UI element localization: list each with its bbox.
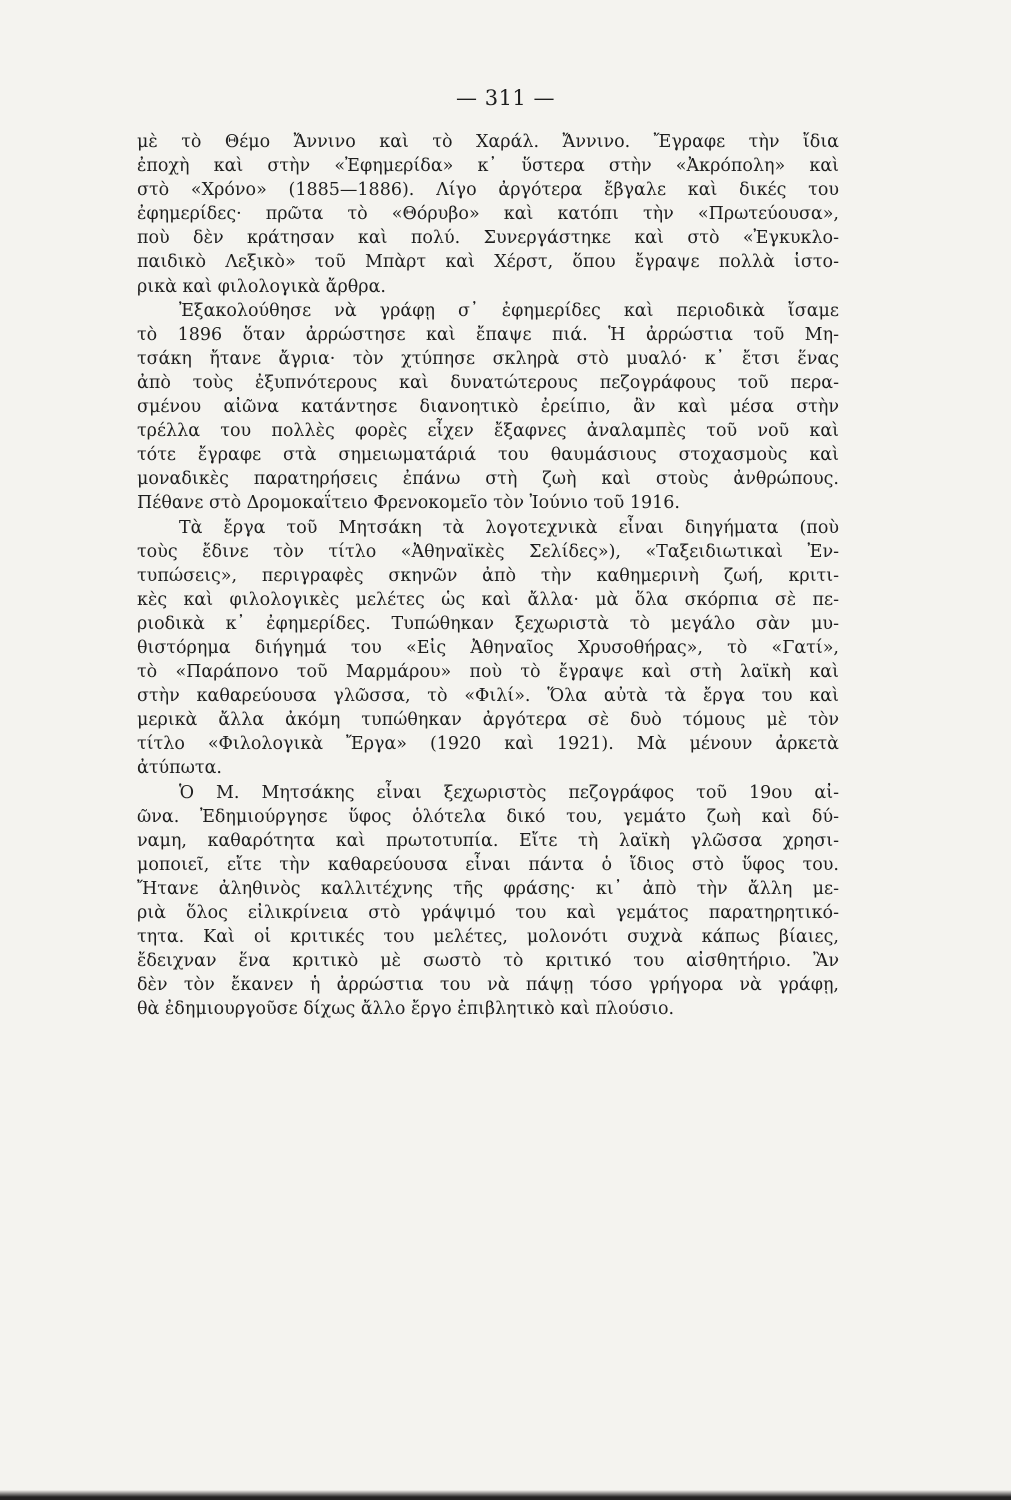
text-line: μοποιεῖ, εἴτε τὴν καθαρεύουσα εἶναι πάντα ὁ ἴδιος στὸ ὕφος του.	[137, 854, 839, 875]
text-line: ἔδειχναν ἕνα κριτικὸ μὲ σωστὸ τὸ κριτικό του αἰσθητήριο. Ἂν	[137, 951, 839, 972]
text-line: ρικὰ καὶ φιλολογικὰ ἄρθρα.	[137, 276, 386, 297]
text-line: ναμη, καθαρότητα καὶ πρωτοτυπία. Εἴτε τὴ λαϊκὴ γλῶσσα χρησι-	[137, 830, 839, 851]
text-line: τρέλλα του πολλὲς φορὲς εἶχεν ἔξαφνες ἀναλαμπὲς τοῦ νοῦ καὶ	[137, 421, 839, 442]
text-line: μοναδικὲς παρατηρήσεις ἐπάνω στὴ ζωὴ καὶ στοὺς ἀνθρώπους.	[137, 469, 839, 490]
text-line: θιστόρημα διήγημά του «Εἰς Ἀθηναῖος Χρυσοθήρας», τὸ «Γατί»,	[137, 637, 839, 658]
text-line: μερικὰ ἄλλα ἀκόμη τυπώθηκαν ἀργότερα σὲ δυὸ τόμους μὲ τὸν	[137, 710, 839, 731]
text-line: Πέθανε στὸ Δρομοκαΐτειο Φρενοκομεῖο τὸν Ἰούνιο τοῦ 1916.	[137, 493, 680, 514]
text-line: τοὺς ἔδινε τὸν τίτλο «Ἀθηναϊκὲς Σελίδες»), «Ταξειδιωτικαὶ Ἐν-	[137, 541, 839, 562]
text-line: ἐποχὴ καὶ στὴν «Ἐφημερίδα» κ᾽ ὕστερα στὴν «Ἀκρόπολη» καὶ	[137, 156, 839, 177]
text-line: ἐφημερίδες· πρῶτα τὸ «Θόρυβο» καὶ κατόπι τὴν «Πρωτεύουσα»,	[137, 204, 839, 225]
text-line: Ἤτανε ἀληθινὸς καλλιτέχνης τῆς φράσης· κι᾽ ἀπὸ τὴν ἄλλη με-	[137, 878, 839, 899]
text-line: κὲς καὶ φιλολογικὲς μελέτες ὡς καὶ ἄλλα· μὰ ὅλα σκόρπια σὲ πε-	[137, 589, 839, 610]
page-bottom-edge	[0, 1490, 1011, 1500]
text-line: ἀτύπωτα.	[137, 758, 222, 779]
text-line: παιδικὸ Λεξικὸ» τοῦ Μπὰρτ καὶ Χέρστ, ὅπου ἔγραψε πολλὰ ἱστο-	[137, 252, 839, 273]
text-line: ποὺ δὲν κράτησαν καὶ πολύ. Συνεργάστηκε καὶ στὸ «Ἐγκυκλο-	[137, 228, 839, 249]
text-line: ἀπὸ τοὺς ἐξυπνότερους καὶ δυνατώτερους πεζογράφους τοῦ περα-	[137, 372, 839, 393]
text-line: τητα. Καὶ οἱ κριτικές του μελέτες, μολονότι συχνὰ κάπως βίαιες,	[137, 927, 839, 948]
text-line: τὸ 1896 ὅταν ἀρρώστησε καὶ ἔπαψε πιά. Ἡ ἀρρώστια τοῦ Μη-	[137, 324, 839, 345]
text-line: τσάκη ἤτανε ἄγρια· τὸν χτύπησε σκληρὰ στὸ μυαλό· κ᾽ ἔτσι ἕνας	[137, 348, 839, 369]
text-line: ῶνα. Ἐδημιούργησε ὕφος ὁλότελα δικό του, γεμάτο ζωὴ καὶ δύ-	[137, 806, 839, 827]
page-number: — 311 —	[456, 86, 555, 110]
text-line: στὸ «Χρόνο» (1885—1886). Λίγο ἀργότερα ἔβγαλε καὶ δικές του	[137, 180, 839, 201]
text-line: δὲν τὸν ἔκανεν ἡ ἀρρώστια του νὰ πάψῃ τόσο γρήγορα νὰ γράφῃ,	[137, 975, 839, 996]
text-line: τίτλο «Φιλολογικὰ Ἔργα» (1920 καὶ 1921). Μὰ μένουν ἀρκετὰ	[137, 734, 839, 755]
body-text	[137, 130, 839, 1021]
text-line: Ἐξακολούθησε νὰ γράφῃ σ᾽ ἐφημερίδες καὶ περιοδικὰ ἴσαμε	[179, 300, 839, 321]
text-line: τότε ἔγραφε στὰ σημειωματάριά του θαυμάσιους στοχασμοὺς καὶ	[137, 445, 839, 466]
text-line: θὰ ἐδημιουργοῦσε δίχως ἄλλο ἔργο ἐπιβλητικὸ καὶ πλούσιο.	[137, 999, 675, 1020]
text-line: Ὁ Μ. Μητσάκης εἶναι ξεχωριστὸς πεζογράφος τοῦ 19ου αἰ-	[179, 782, 839, 803]
text-line: τὸ «Παράπονο τοῦ Μαρμάρου» ποὺ τὸ ἔγραψε καὶ στὴ λαϊκὴ καὶ	[137, 662, 839, 683]
text-line: Τὰ ἔργα τοῦ Μητσάκη τὰ λογοτεχνικὰ εἶναι διηγήματα (ποὺ	[179, 517, 839, 538]
text-line: στὴν καθαρεύουσα γλῶσσα, τὸ «Φιλί». Ὅλα αὐτὰ τὰ ἔργα του καὶ	[137, 686, 839, 707]
text-line: σμένου αἰῶνα κατάντησε διανοητικὸ ἐρείπιο, ἂν καὶ μέσα στὴν	[137, 397, 839, 418]
text-line: μὲ τὸ Θέμο Ἄννινο καὶ τὸ Χαράλ. Ἄννινο. Ἔγραφε τὴν ἴδια	[137, 132, 839, 152]
text-line: ριοδικὰ κ᾽ ἐφημερίδες. Τυπώθηκαν ξεχωριστὰ τὸ μεγάλο σὰν μυ-	[137, 613, 839, 634]
text-line: ριὰ ὅλος εἰλικρίνεια στὸ γράψιμό του καὶ γεμάτος παρατηρητικό-	[137, 903, 839, 923]
text-line: τυπώσεις», περιγραφὲς σκηνῶν ἀπὸ τὴν καθημερινὴ ζωή, κριτι-	[137, 565, 839, 586]
